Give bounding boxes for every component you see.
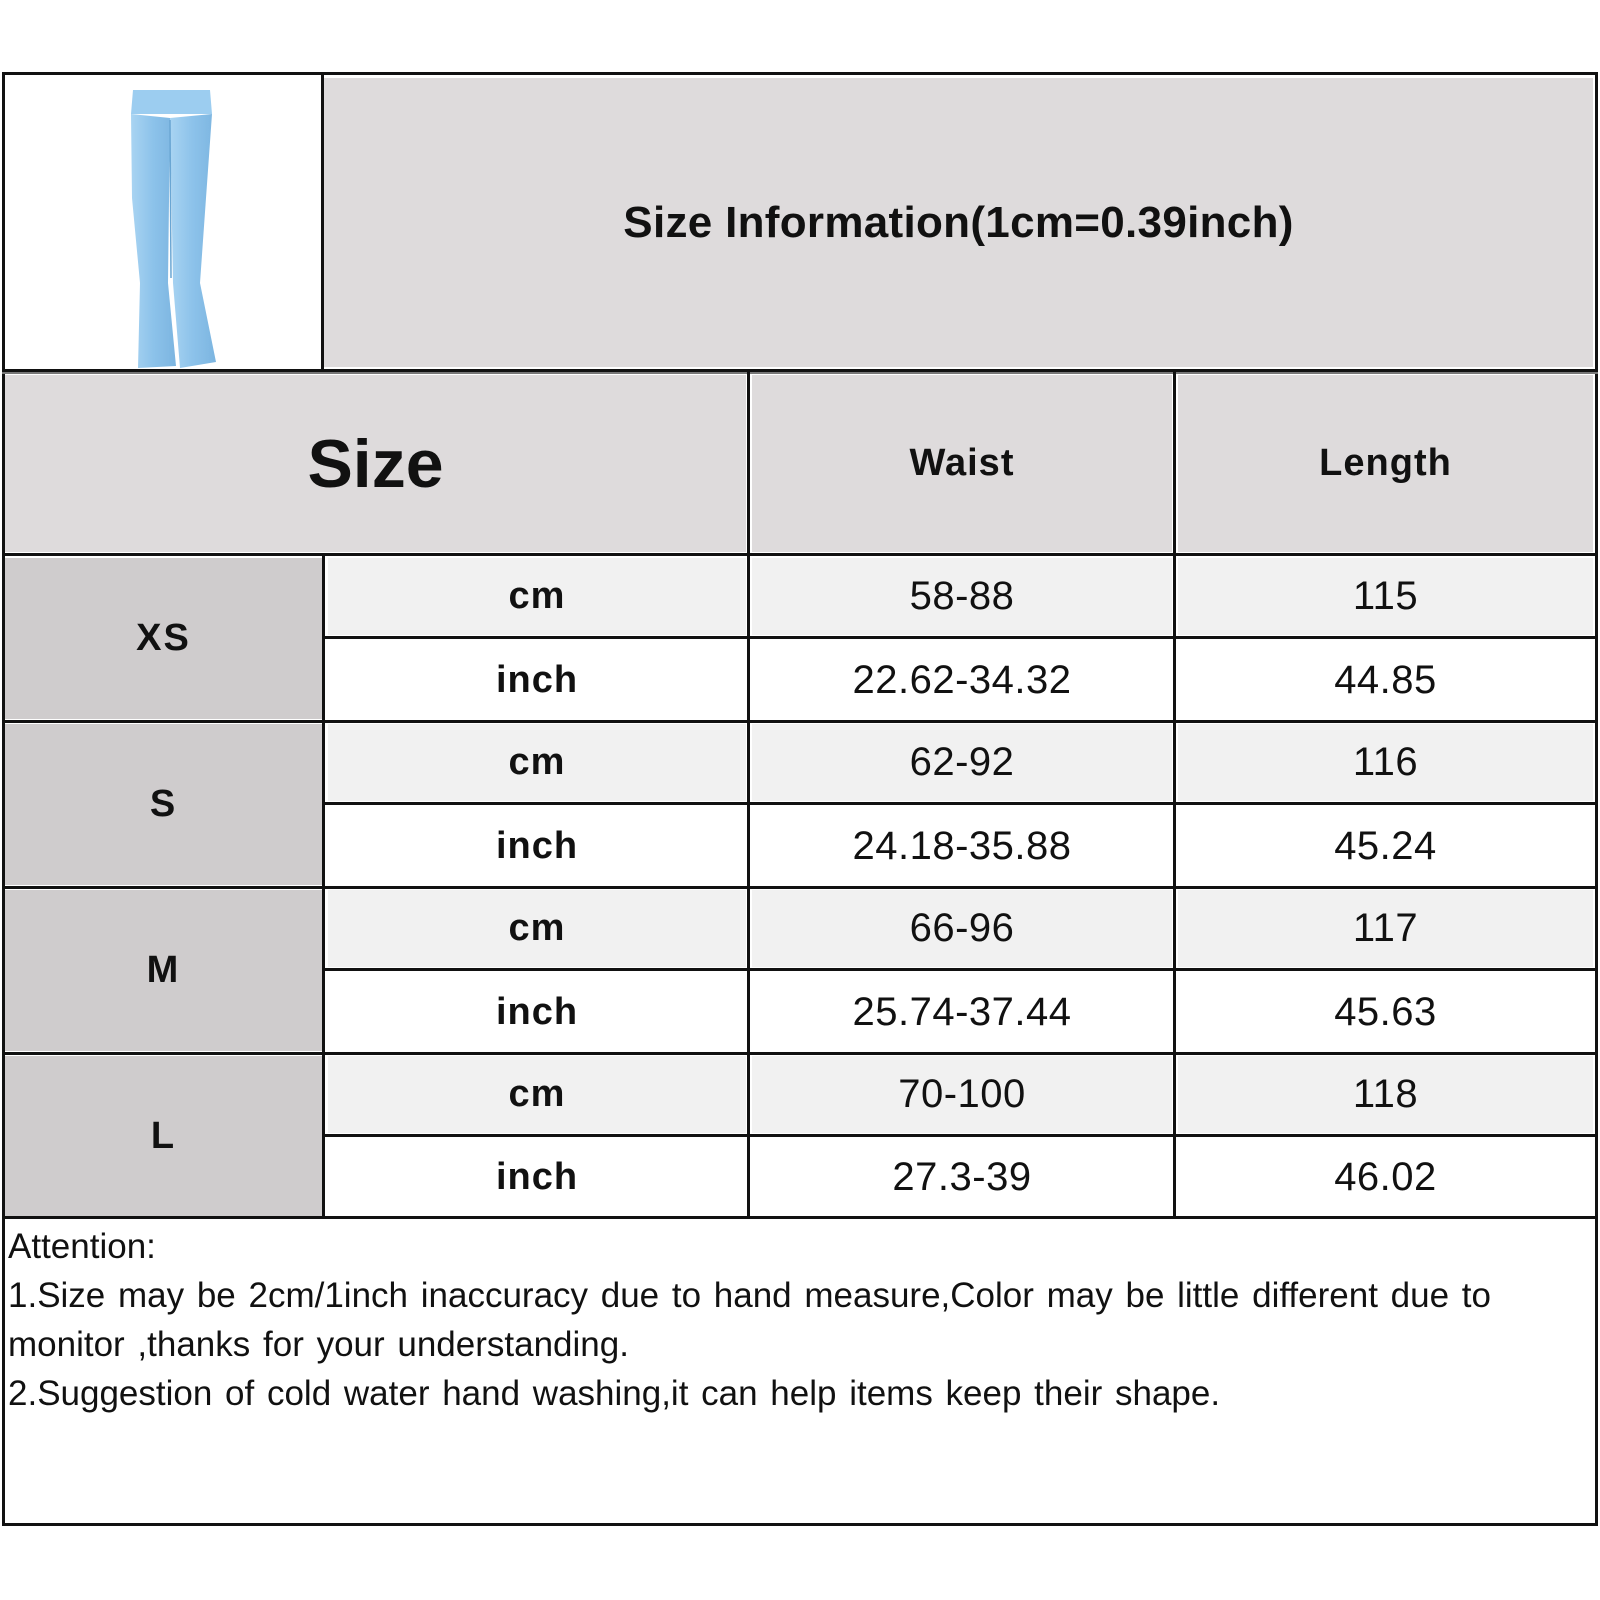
waist-cell <box>752 724 1172 801</box>
waist-value: 22.62-34.32 <box>852 657 1072 702</box>
unit-label: inch <box>495 990 579 1033</box>
divider <box>321 72 324 372</box>
length-value: 115 <box>1352 574 1419 618</box>
waist-value: 58-88 <box>909 574 1015 618</box>
size-label: S <box>149 783 178 825</box>
waist-cell <box>752 558 1172 635</box>
waist-cell <box>752 973 1172 1051</box>
size-header: Size <box>307 425 444 502</box>
waist-header: Waist <box>909 442 1015 484</box>
size-label: L <box>150 1114 177 1157</box>
waist-value: 62-92 <box>909 740 1015 784</box>
attention-heading: Attention: <box>8 1227 156 1266</box>
size-label-cell <box>5 558 322 719</box>
length-cell <box>1178 890 1593 967</box>
length-value: 46.02 <box>1334 1155 1437 1199</box>
pants-image <box>10 78 310 368</box>
unit-cell <box>328 890 746 967</box>
waist-cell <box>752 807 1172 885</box>
divider <box>322 802 1598 805</box>
size-label-cell <box>5 1056 322 1216</box>
waist-header-cell <box>752 375 1172 552</box>
waist-value: 25.74-37.44 <box>852 989 1072 1034</box>
unit-cell <box>328 807 746 885</box>
unit-cell <box>328 724 746 801</box>
divider <box>2 372 1598 374</box>
attention-notes <box>8 1222 1588 1418</box>
divider <box>2 1216 1598 1219</box>
unit-label: cm <box>508 741 566 783</box>
length-cell <box>1178 641 1593 719</box>
divider <box>2 720 1598 723</box>
waist-cell <box>752 641 1172 719</box>
unit-label: inch <box>495 658 579 701</box>
chart-title: Size Information(1cm=0.39inch) <box>623 197 1294 247</box>
unit-cell <box>328 641 746 719</box>
product-photo <box>10 78 310 368</box>
divider <box>747 372 750 1218</box>
chart-title-cell <box>324 78 1593 367</box>
size-label: M <box>146 949 181 991</box>
waist-value: 66-96 <box>909 906 1015 950</box>
unit-cell <box>328 973 746 1051</box>
length-value: 117 <box>1352 906 1419 950</box>
divider <box>322 968 1598 971</box>
attention-note: 1.Size may be 2cm/1inch inaccuracy due to hand measure,Color may be little different due to monitor ,thanks for your understanding. <box>8 1276 1491 1364</box>
size-header-cell <box>5 375 746 552</box>
divider <box>322 636 1598 639</box>
waist-value: 24.18-35.88 <box>852 823 1072 868</box>
length-header-cell <box>1178 375 1593 552</box>
length-cell <box>1178 807 1593 885</box>
divider <box>322 555 325 1218</box>
length-cell <box>1178 1139 1593 1216</box>
divider <box>322 1134 1598 1137</box>
unit-label: cm <box>508 907 566 949</box>
divider <box>2 886 1598 889</box>
waist-cell <box>752 1056 1172 1133</box>
divider <box>2 553 1598 556</box>
unit-label: inch <box>495 1156 579 1198</box>
length-cell <box>1178 724 1593 801</box>
length-value: 44.85 <box>1334 657 1437 702</box>
length-value: 118 <box>1352 1072 1419 1116</box>
unit-label: inch <box>495 824 579 867</box>
unit-cell <box>328 558 746 635</box>
divider <box>1173 372 1176 1218</box>
size-label-cell <box>5 724 322 885</box>
divider <box>2 1052 1598 1055</box>
length-value: 45.24 <box>1334 823 1437 868</box>
length-value: 45.63 <box>1334 989 1437 1034</box>
unit-cell <box>328 1056 746 1133</box>
waist-cell <box>752 1139 1172 1216</box>
unit-label: cm <box>508 575 566 617</box>
length-header: Length <box>1319 442 1452 484</box>
size-label: XS <box>136 617 191 659</box>
attention-note: 2.Suggestion of cold water hand washing,it can help items keep their shape. <box>8 1374 1221 1413</box>
unit-label: cm <box>508 1073 566 1115</box>
waist-value: 27.3-39 <box>892 1155 1032 1199</box>
waist-cell <box>752 890 1172 967</box>
length-cell <box>1178 973 1593 1051</box>
length-cell <box>1178 1056 1593 1133</box>
length-cell <box>1178 558 1593 635</box>
length-value: 116 <box>1352 740 1419 784</box>
size-label-cell <box>5 890 322 1051</box>
waist-value: 70-100 <box>898 1072 1026 1116</box>
unit-cell <box>328 1139 746 1216</box>
